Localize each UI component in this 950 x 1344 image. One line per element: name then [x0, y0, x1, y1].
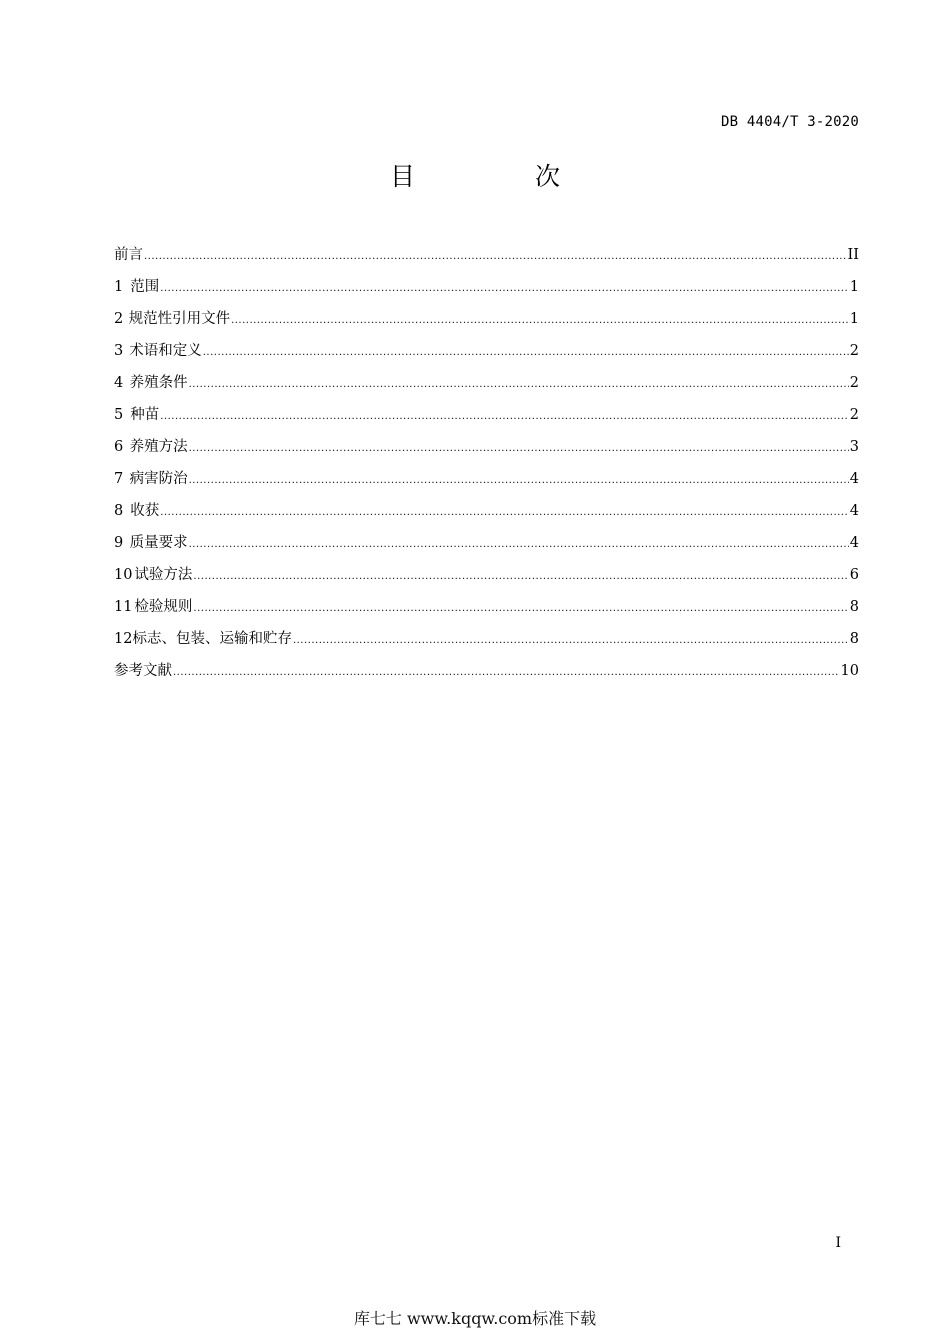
toc-entry[interactable]	[114, 499, 859, 531]
toc-entry-page: 4	[849, 471, 859, 487]
toc-entry[interactable]	[114, 563, 859, 595]
toc-dot-leader	[160, 507, 849, 518]
toc-entry-page: II	[847, 247, 859, 263]
page-number: I	[835, 1235, 841, 1251]
toc-dot-leader	[189, 443, 849, 454]
toc-dot-leader	[231, 315, 849, 326]
toc-entry-page: 8	[849, 599, 859, 615]
toc-entry-label: 范围	[130, 279, 160, 295]
toc-entry-page: 3	[849, 439, 859, 455]
toc-dot-leader	[189, 475, 849, 486]
toc-entry-number: 3	[114, 343, 124, 359]
toc-entry-label: 术语和定义	[129, 343, 202, 359]
toc-entry-label: 前言	[114, 247, 143, 263]
toc-entry-page: 10	[840, 663, 859, 679]
toc-dot-leader	[293, 635, 849, 646]
toc-entry-number: 6	[114, 439, 124, 455]
toc-entry[interactable]	[114, 659, 859, 691]
toc-entry-page: 2	[849, 407, 859, 423]
toc-entry-page: 2	[849, 343, 859, 359]
toc-entry-number: 10	[114, 567, 133, 583]
toc-entry[interactable]	[114, 243, 859, 275]
toc-dot-leader	[173, 667, 840, 678]
toc-entry-label: 种苗	[130, 407, 160, 423]
toc-entry-label: 养殖条件	[129, 375, 188, 391]
toc-entry-number: 8	[114, 503, 124, 519]
toc-entry-number: 4	[114, 375, 124, 391]
toc-entry[interactable]	[114, 307, 859, 339]
toc-entry-number: 9	[114, 535, 124, 551]
toc-entry[interactable]	[114, 531, 859, 563]
toc-dot-leader	[193, 603, 848, 614]
toc-entry-number: 11	[114, 599, 133, 615]
toc-entry[interactable]	[114, 403, 859, 435]
toc-entry-page: 1	[849, 279, 859, 295]
toc-entry[interactable]	[114, 435, 859, 467]
toc-entry-label: 试验方法	[134, 567, 193, 583]
toc-entry-label: 标志、包装、运输和贮存	[132, 631, 292, 647]
toc-entry-number: 1	[114, 279, 124, 295]
table-of-contents	[114, 243, 859, 691]
toc-entry-label: 收获	[130, 503, 160, 519]
toc-entry-page: 1	[849, 311, 859, 327]
toc-entry-number: 2	[114, 311, 124, 327]
toc-entry-label: 检验规则	[134, 599, 193, 615]
toc-entry[interactable]	[114, 339, 859, 371]
toc-entry-number: 12	[114, 631, 133, 647]
toc-entry-label: 规范性引用文件	[128, 311, 231, 327]
toc-entry-label: 参考文献	[114, 663, 172, 679]
toc-entry-number: 5	[114, 407, 124, 423]
toc-entry-label: 养殖方法	[129, 439, 188, 455]
footer-watermark: 库七七 www.kqqw.com标准下载	[353, 1309, 597, 1328]
toc-dot-leader	[144, 251, 847, 262]
toc-entry-label: 质量要求	[129, 535, 188, 551]
toc-entry-page: 4	[849, 535, 859, 551]
toc-dot-leader	[189, 379, 849, 390]
toc-entry-page: 2	[849, 375, 859, 391]
toc-entry-page: 4	[849, 503, 859, 519]
page-title: 目 次	[390, 162, 616, 191]
document-code: DB 4404/T 3-2020	[720, 114, 859, 130]
toc-dot-leader	[160, 411, 849, 422]
toc-dot-leader	[160, 283, 849, 294]
toc-entry-label: 病害防治	[129, 471, 188, 487]
toc-entry[interactable]	[114, 371, 859, 403]
toc-entry[interactable]	[114, 595, 859, 627]
toc-dot-leader	[189, 539, 849, 550]
toc-entry-page: 6	[849, 567, 859, 583]
toc-entry[interactable]	[114, 627, 859, 659]
toc-dot-leader	[193, 571, 848, 582]
toc-entry[interactable]	[114, 275, 859, 307]
toc-entry-number: 7	[114, 471, 124, 487]
toc-dot-leader	[203, 347, 849, 358]
toc-entry[interactable]	[114, 467, 859, 499]
toc-entry-page: 8	[849, 631, 859, 647]
